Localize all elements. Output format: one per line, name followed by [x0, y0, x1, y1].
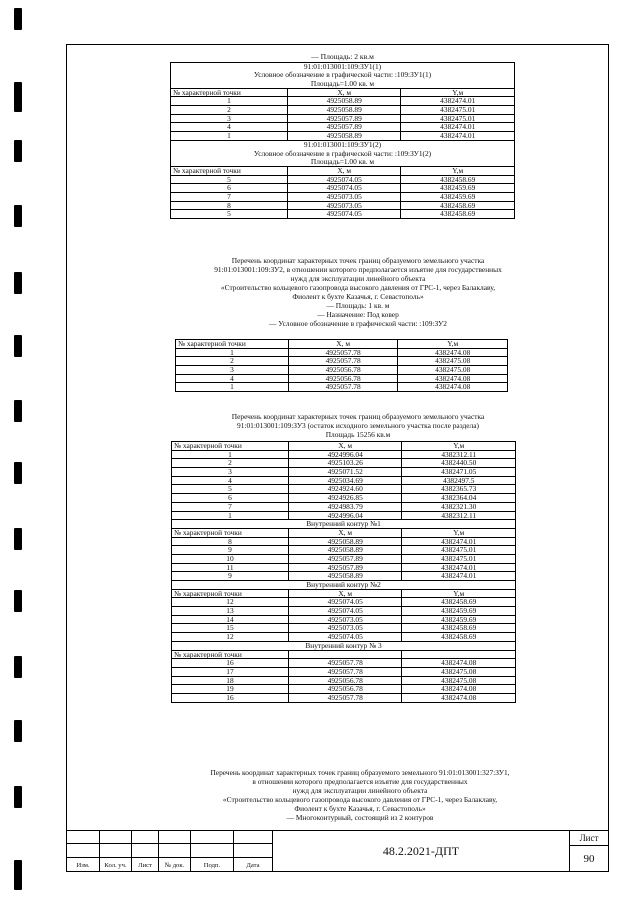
doc-code-cell — [272, 830, 570, 872]
table-row — [171, 192, 515, 201]
stamp-cell — [158, 857, 191, 872]
point-number: 1 — [176, 383, 289, 392]
y-value: 4382475.08 — [402, 676, 516, 685]
stamp-cell — [233, 843, 273, 858]
table-row — [171, 106, 515, 115]
y-value: 4382312.11 — [402, 450, 516, 459]
point-number: 13 — [172, 607, 289, 616]
doc-code: 48.2.2021-ДПТ — [382, 843, 460, 858]
y-value: 4382497.5 — [402, 476, 516, 485]
x-value: 4925057.89 — [288, 554, 402, 563]
header-y: Y,м — [401, 88, 515, 97]
stamp-label-sign: Подп. — [203, 862, 221, 869]
point-number: 4 — [176, 374, 289, 383]
y-value: 4382475.01 — [401, 114, 515, 123]
y-value: 4382474.01 — [402, 572, 516, 581]
table-row — [172, 494, 516, 503]
x-value: 4925056.78 — [288, 676, 402, 685]
y-value: 4382458.69 — [402, 598, 516, 607]
zu2-table-wrap — [175, 339, 508, 392]
part4-title-line: — Многоконтурный, состоящий из 2 контуров — [286, 813, 434, 822]
x-value: 4925056.78 — [288, 366, 398, 375]
point-number: 12 — [172, 598, 289, 607]
stamp-cell — [99, 830, 132, 844]
x-value: 4925058.89 — [288, 572, 402, 581]
x-value: 4925058.89 — [287, 132, 401, 141]
binder-mark — [14, 140, 22, 162]
y-value: 4382474.01 — [401, 123, 515, 132]
sheet-label-cell — [569, 830, 609, 846]
stamp-cell — [131, 830, 159, 844]
point-number: 3 — [171, 114, 288, 123]
part2-title-line: Фиолент к бухте Казачья, г. Севастополь» — [292, 292, 424, 301]
point-number: 18 — [172, 676, 289, 685]
x-value: 4924996.04 — [288, 511, 402, 520]
y-value: 4382474.08 — [398, 374, 508, 383]
table-row — [172, 693, 516, 702]
x-value: 4925073.05 — [288, 624, 402, 633]
part4-title-line: нужд для эксплуатации линейного объекта — [292, 786, 428, 795]
contour2-number: 91:01:013001:109:ЗУ1(2) — [171, 140, 515, 149]
table-row — [176, 383, 508, 392]
point-number: 5 — [171, 210, 288, 219]
part2-title-line: — Назначение: Под ковер — [317, 310, 399, 319]
x-value: 4925074.05 — [287, 210, 401, 219]
part2-title-line: 91:01:013001:109:ЗУ2, в отношении которого предполагается изъятие для государственных — [214, 265, 502, 274]
y-value: 4382459.69 — [401, 192, 515, 201]
point-number: 6 — [172, 494, 289, 503]
point-number: 1 — [171, 132, 288, 141]
part2-title-line: нужд для эксплуатации линейного объекта — [290, 274, 426, 283]
point-number: 1 — [171, 97, 288, 106]
binder-mark — [14, 272, 22, 294]
binder-mark — [14, 656, 22, 678]
header-x: Х, м — [288, 528, 402, 537]
header-y: Y,м — [398, 340, 508, 349]
stamp-cell — [66, 830, 100, 844]
table-row — [172, 502, 516, 511]
stamp-cell — [190, 857, 234, 872]
stamp-cell — [99, 843, 132, 858]
y-value: 4382474.01 — [402, 537, 516, 546]
sheet-number-cell — [569, 845, 609, 872]
contour2-area: Площадь=1.00 кв. м — [171, 158, 515, 167]
header-y: Y,м — [401, 166, 515, 175]
part3-title-line: Перечень координат характерных точек границ образуемого земельного участка — [231, 412, 485, 421]
table-row — [171, 132, 515, 141]
x-value: 4925057.78 — [288, 357, 398, 366]
binder-mark — [14, 786, 22, 808]
point-number: 14 — [172, 615, 289, 624]
part4-title-line: Фиолент к бухте Казачья, г. Севастополь» — [294, 804, 426, 813]
point-number: 19 — [172, 685, 289, 694]
header-x: Х, м — [287, 166, 401, 175]
stamp-cell — [66, 843, 100, 858]
y-value: 4382458.69 — [402, 633, 516, 642]
y-value: 4382475.08 — [398, 366, 508, 375]
y-value: 4382364.04 — [402, 494, 516, 503]
y-value: 4382471.05 — [402, 468, 516, 477]
x-value: 4925057.78 — [288, 348, 398, 357]
part3-title-line: 91:01:013001:109:ЗУ3 (остаток исходного земельного участка после раздела) — [237, 421, 479, 430]
y-value: 4382475.08 — [402, 667, 516, 676]
x-value: 4924926.85 — [288, 494, 402, 503]
point-number: 8 — [171, 201, 288, 210]
table-header-row — [176, 340, 508, 349]
point-number: 16 — [172, 659, 289, 668]
x-value: 4925056.78 — [288, 374, 398, 383]
y-value: 4382475.08 — [398, 357, 508, 366]
point-number: 9 — [172, 546, 289, 555]
x-value: 4924983.79 — [288, 502, 402, 511]
header-y: Y,м — [402, 589, 516, 598]
x-value: 4925074.05 — [288, 633, 402, 642]
part4-title-line: в отношении которого предполагается изъятие для государственных — [252, 777, 468, 786]
title-block — [66, 830, 609, 872]
header-point: № характерной точки — [176, 340, 289, 349]
y-value: 4382474.01 — [402, 563, 516, 572]
binder-mark — [14, 400, 22, 422]
table-row — [172, 607, 516, 616]
zu2-table — [175, 339, 508, 392]
point-number: 2 — [176, 357, 289, 366]
stamp-cell — [190, 830, 234, 844]
part1-block — [170, 53, 515, 219]
stamp-cell — [131, 857, 159, 872]
y-value: 4382474.08 — [398, 348, 508, 357]
y-value: 4382474.01 — [401, 132, 515, 141]
table-row — [171, 210, 515, 219]
y-value: 4382458.69 — [402, 624, 516, 633]
x-value: 4925074.05 — [288, 607, 402, 616]
y-value: 4382474.01 — [401, 97, 515, 106]
binder-mark — [14, 590, 22, 612]
header-x: Х, м — [288, 442, 402, 451]
zu3-table — [171, 441, 516, 703]
inner-contour-1-title: Внутренний контур №1 — [172, 520, 516, 529]
binder-mark — [14, 205, 22, 227]
stamp-cell — [158, 843, 191, 858]
x-value: 4925073.05 — [287, 192, 401, 201]
x-value: 4925074.05 — [288, 598, 402, 607]
table-row — [172, 633, 516, 642]
point-number: 12 — [172, 633, 289, 642]
sheet-number: 90 — [583, 852, 595, 865]
point-number: 11 — [172, 563, 289, 572]
part2-title-line: «Строительство кольцевого газопровода высокого давления от ГРС-1, через Балаклаву, — [220, 283, 496, 292]
y-value: 4382475.01 — [402, 554, 516, 563]
table-header-row — [171, 166, 515, 175]
stamp-label-kol: Кол. уч. — [104, 862, 127, 869]
point-number: 6 — [171, 184, 288, 193]
binder-mark — [14, 335, 22, 357]
point-number: 2 — [172, 459, 289, 468]
x-value: 4925074.05 — [287, 175, 401, 184]
stamp-label-doc: № док. — [164, 862, 185, 869]
stamp-cell — [190, 843, 234, 858]
area-line: — Площадь: 2 кв.м — [311, 52, 374, 61]
point-number: 4 — [171, 123, 288, 132]
point-number: 1 — [172, 511, 289, 520]
x-value: 4925058.89 — [287, 97, 401, 106]
sheet-label: Лист — [579, 833, 599, 843]
x-value: 4925058.89 — [287, 106, 401, 115]
point-number: 8 — [172, 537, 289, 546]
part4-block — [150, 768, 570, 822]
y-value: 4382459.69 — [402, 607, 516, 616]
point-number: 9 — [172, 572, 289, 581]
contour1-designation: Условное обозначение в графической части: :109:ЗУ1(1) — [171, 71, 515, 80]
header-point: № характерной точки — [171, 88, 288, 97]
header-y: Y,м — [402, 528, 516, 537]
stamp-label-list: Лист — [138, 862, 152, 869]
y-value: 4382474.08 — [402, 693, 516, 702]
table-row — [176, 366, 508, 375]
contour1-number: 91:01:013001:109:ЗУ1(1) — [171, 62, 515, 71]
header-point: № характерной точки — [171, 166, 288, 175]
point-number: 16 — [172, 693, 289, 702]
x-value: 4925103.26 — [288, 459, 402, 468]
header-point: № характерной точки — [172, 442, 289, 451]
inner-contour-2-title: Внутренний контур №2 — [172, 581, 516, 590]
point-number: 10 — [172, 554, 289, 563]
point-number: 4 — [172, 476, 289, 485]
point-number: 1 — [176, 348, 289, 357]
y-value: 4382458.69 — [401, 201, 515, 210]
table-header-row — [172, 442, 516, 451]
part4-title-line: «Строительство кольцевого газопровода высокого давления от ГРС-1, через Балаклаву, — [222, 795, 498, 804]
y-value: 4382459.69 — [402, 615, 516, 624]
x-value: 4925057.78 — [288, 659, 402, 668]
binder-mark — [14, 720, 22, 742]
y-value: 4382312.11 — [402, 511, 516, 520]
header-point: № характерной точки — [172, 650, 289, 659]
x-value: 4925057.89 — [287, 114, 401, 123]
x-value: 4924924.60 — [288, 485, 402, 494]
x-value: 4925073.05 — [287, 201, 401, 210]
stamp-cell — [131, 843, 159, 858]
part2-block — [168, 256, 548, 328]
point-number: 3 — [176, 366, 289, 375]
header-x: Х, м — [288, 589, 402, 598]
y-value: 4382475.01 — [402, 546, 516, 555]
table-row — [172, 468, 516, 477]
x-value: 4925058.89 — [288, 537, 402, 546]
point-number: 5 — [172, 485, 289, 494]
x-value: 4925057.78 — [288, 667, 402, 676]
contour2-designation: Условное обозначение в графической части: :109:ЗУ1(2) — [171, 149, 515, 158]
contour1-area: Площадь=1.00 кв. м — [171, 79, 515, 88]
x-value: 4925057.89 — [288, 563, 402, 572]
y-value: 4382475.01 — [401, 106, 515, 115]
x-value: 4925074.05 — [287, 184, 401, 193]
binder-mark — [14, 860, 22, 890]
part4-title-line: Перечень координат характерных точек границ образуемого земельного 91:01:013001:327:ЗУ1, — [210, 768, 510, 777]
x-value: 4925057.78 — [288, 383, 398, 392]
point-number: 1 — [172, 450, 289, 459]
part2-title-line: — Условное обозначение в графической части: :109:ЗУ2 — [269, 319, 447, 328]
y-value: 4382459.69 — [401, 184, 515, 193]
part3-block — [168, 412, 548, 439]
point-number: 7 — [171, 192, 288, 201]
point-number: 5 — [171, 175, 288, 184]
table-row — [172, 667, 516, 676]
x-value: 4925073.05 — [288, 615, 402, 624]
stamp-cell — [233, 857, 273, 872]
stamp-cell — [158, 830, 191, 844]
binder-mark — [14, 528, 22, 550]
table-header-row — [172, 528, 516, 537]
stamp-label-date: Дата — [246, 862, 260, 869]
header-x: Х, м — [288, 340, 398, 349]
stamp-cell — [66, 857, 100, 872]
x-value: 4925058.89 — [288, 546, 402, 555]
y-value: 4382321.30 — [402, 502, 516, 511]
zu3-table-wrap — [171, 441, 516, 703]
x-value: 4925057.78 — [288, 693, 402, 702]
point-number: 7 — [172, 502, 289, 511]
part2-title-line: Перечень координат характерных точек границ образуемого земельного участка — [231, 256, 485, 265]
x-value: 4924996.04 — [288, 450, 402, 459]
binder-mark — [14, 462, 22, 484]
point-number: 3 — [172, 468, 289, 477]
x-value: 4925071.52 — [288, 468, 402, 477]
y-value: 4382458.69 — [401, 175, 515, 184]
binder-mark — [14, 82, 22, 112]
x-value: 4925056.78 — [288, 685, 402, 694]
table-row — [172, 554, 516, 563]
header-point: № характерной точки — [172, 589, 289, 598]
point-number: 17 — [172, 667, 289, 676]
stamp-cell — [233, 830, 273, 844]
point-number: 2 — [171, 106, 288, 115]
part2-title-line: — Площадь: 1 кв. м — [326, 301, 390, 310]
x-value: 4925057.89 — [287, 123, 401, 132]
header-point: № характерной точки — [172, 528, 289, 537]
y-value: 4382474.08 — [402, 685, 516, 694]
y-value: 4382474.08 — [398, 383, 508, 392]
inner-contour-3-title: Внутренний контур № 3 — [172, 641, 516, 650]
y-value: 4382440.50 — [402, 459, 516, 468]
x-value: 4925034.69 — [288, 476, 402, 485]
stamp-label-izm: Изм. — [76, 862, 90, 869]
part3-title-line: Площадь 15256 кв.м — [325, 430, 391, 439]
y-value: 4382474.08 — [402, 659, 516, 668]
header-y: Y,м — [402, 442, 516, 451]
zu1-table — [170, 62, 515, 219]
binder-mark — [14, 8, 22, 30]
header-x: Х, м — [287, 88, 401, 97]
point-number: 15 — [172, 624, 289, 633]
y-value: 4382458.69 — [401, 210, 515, 219]
stamp-cell — [99, 857, 132, 872]
y-value: 4382365.73 — [402, 485, 516, 494]
